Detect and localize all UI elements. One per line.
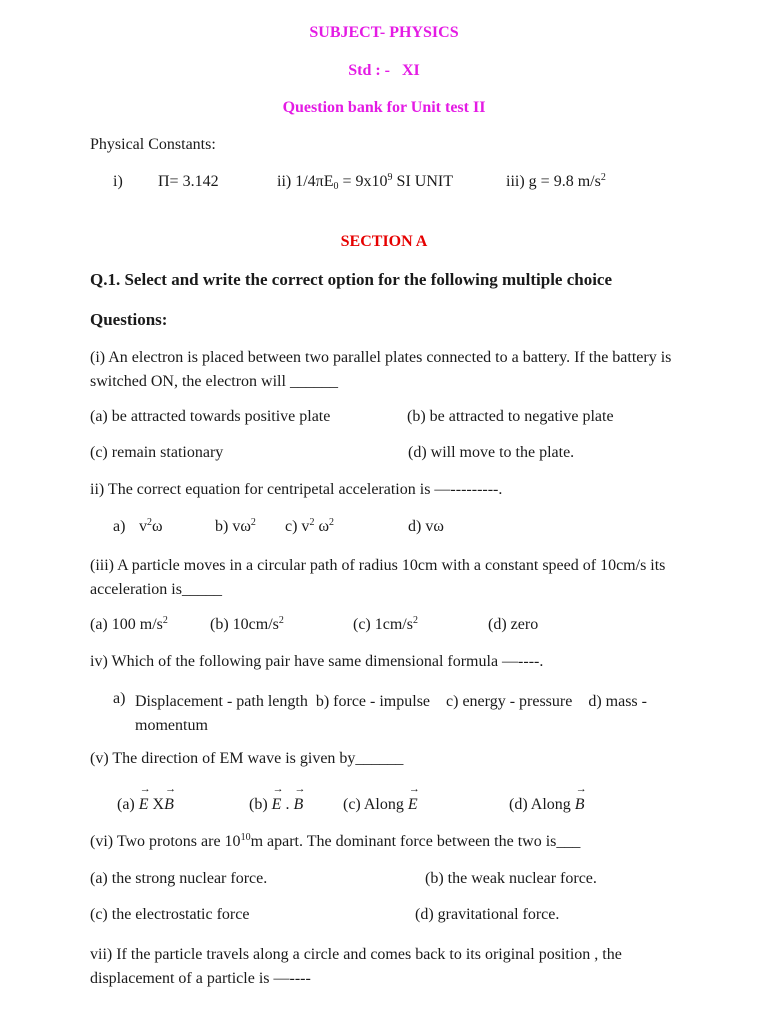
vector-e: → E (272, 796, 282, 814)
vector-b: → B (164, 796, 174, 814)
q2c-pre: c) v (285, 518, 310, 535)
c2-sub: 0 (333, 181, 339, 192)
q2a-pre: v (139, 518, 147, 535)
question-1-option-c: (c) remain stationary (90, 444, 224, 461)
c3-pre: iii) g = 9.8 m/s (506, 173, 601, 190)
question-4-option-a-label: a) (113, 690, 126, 707)
q3b-pre: (b) 10cm/s (210, 616, 279, 633)
dot-operator: . (285, 796, 290, 813)
constant-pi: Π= 3.142 (158, 173, 219, 190)
c2-sup: 9 (387, 172, 393, 183)
section-title: SECTION A (340, 233, 428, 250)
question-5-stem: (v) The direction of EM wave is given by______ (90, 750, 404, 767)
question-1-option-a: (a) be attracted towards positive plate (90, 408, 331, 425)
q2c-sup2: 2 (328, 517, 334, 528)
question-5-option-c (343, 796, 418, 814)
question-1-option-b: (b) be attracted to negative plate (407, 408, 614, 425)
constant-gravity (506, 173, 606, 191)
q2c-sup1: 2 (309, 517, 315, 528)
vector-e: → E (408, 796, 418, 814)
question-6-option-b: (b) the weak nuclear force. (425, 870, 597, 887)
question-2-option-d: d) vω (408, 518, 444, 535)
document-title: Question bank for Unit test II (282, 99, 486, 116)
q2c-mid: ω (314, 518, 329, 535)
c2-mid: = 9x10 (338, 173, 388, 190)
c2-pre: ii) 1/4πE (277, 173, 334, 190)
q2a-sup: 2 (147, 517, 152, 528)
q5a-label: (a) (117, 796, 135, 813)
question-4-stem: iv) Which of the following pair have same dimensional formula —----. (90, 653, 544, 670)
question-7-stem: vii) If the particle travels along a circle and comes back to its original position , the displacement of a particle is —---- (90, 946, 622, 987)
question-5-option-b (249, 796, 303, 814)
question-6-option-a: (a) the strong nuclear force. (90, 870, 268, 887)
question-2-option-b (215, 518, 256, 536)
subject-heading: SUBJECT- PHYSICS (309, 24, 459, 41)
std-value: XI (402, 62, 420, 79)
c3-sup: 2 (600, 172, 606, 183)
question-2-stem: ii) The correct equation for centripetal acceleration is —---------. (90, 481, 503, 498)
q2a-post: ω (152, 518, 163, 535)
q5d-label: (d) Along (509, 796, 571, 813)
question-1-option-d: (d) will move to the plate. (408, 444, 575, 461)
q1-instruction-cont: Questions: (90, 310, 168, 329)
c2-post: SI UNIT (392, 173, 453, 190)
question-2-option-a-label: a) (113, 518, 126, 535)
cross-operator: X (152, 796, 165, 813)
q5b-label: (b) (249, 796, 268, 813)
question-5-option-a (117, 796, 174, 814)
question-3-stem: (iii) A particle moves in a circular path of radius 10cm with a constant speed of 10cm/s its acceleration is_____ (90, 557, 666, 598)
q2b-pre: b) vω (215, 518, 251, 535)
vector-e: → E (139, 796, 149, 814)
std-label: Std : - (348, 62, 390, 79)
q2b-sup: 2 (250, 517, 256, 528)
constant-1-number: i) (113, 173, 123, 190)
question-1-stem: (i) An electron is placed between two parallel plates connected to a battery. If the battery is switched ON, the electron will ______ (90, 349, 672, 390)
question-3-option-a (90, 616, 168, 634)
question-3-option-c (353, 616, 418, 634)
q1-instruction: Q.1. Select and write the correct option for the following multiple choice (90, 270, 613, 289)
question-2-option-a (139, 518, 163, 536)
std-line (0, 62, 768, 80)
q3c-pre: (c) 1cm/s (353, 616, 413, 633)
q6-stem-post: m apart. The dominant force between the two is___ (250, 833, 581, 850)
q3b-sup: 2 (278, 615, 284, 626)
vector-b: → B (575, 796, 585, 814)
question-3-option-b (210, 616, 284, 634)
question-5-option-d (509, 796, 585, 814)
q3a-pre: (a) 100 m/s (90, 616, 163, 633)
vector-b: → B (293, 796, 303, 814)
q6-stem-sup: 10 (240, 832, 251, 843)
question-6-option-c: (c) the electrostatic force (90, 906, 250, 923)
question-2-option-c (285, 518, 334, 536)
question-6-stem (90, 833, 580, 851)
question-6-option-d: (d) gravitational force. (415, 906, 560, 923)
question-3-option-d: (d) zero (488, 616, 539, 633)
q6-stem-pre: (vi) Two protons are 10 (90, 833, 241, 850)
q3a-sup: 2 (162, 615, 168, 626)
q5c-label: (c) Along (343, 796, 404, 813)
question-4-options: Displacement - path length b) force - impulse c) energy - pressure d) mass - momentum (135, 693, 651, 734)
constants-heading: Physical Constants: (90, 136, 216, 153)
constant-coulomb (277, 173, 453, 191)
q3c-sup: 2 (412, 615, 418, 626)
